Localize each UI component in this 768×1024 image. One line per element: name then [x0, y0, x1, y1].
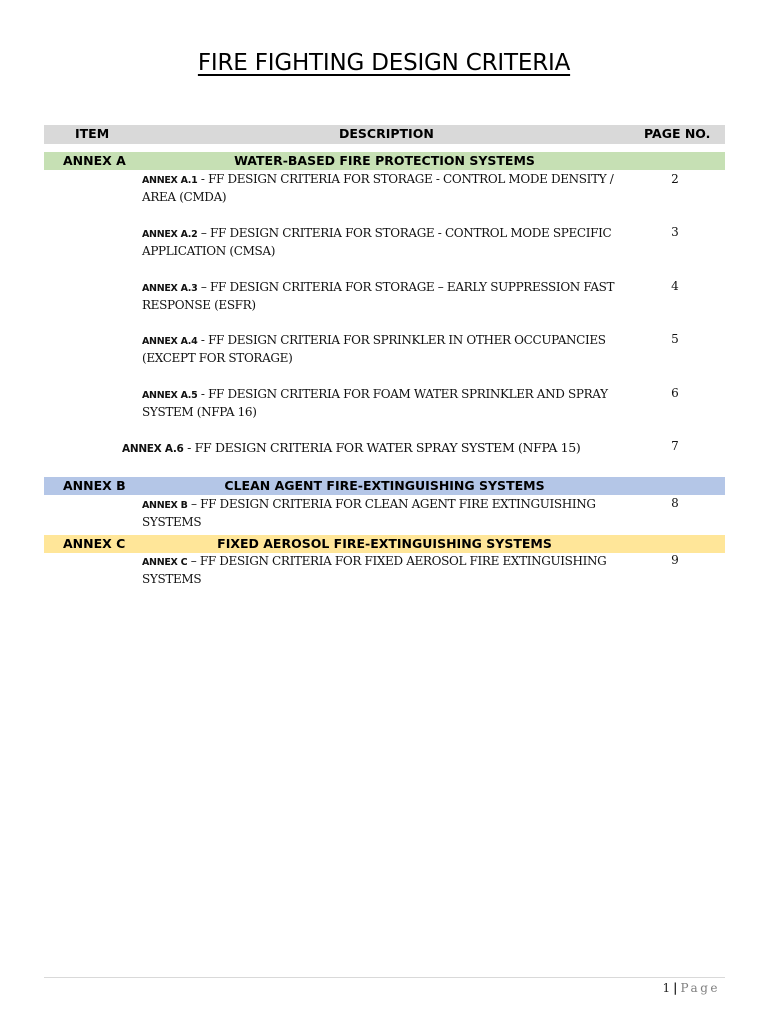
entry-separator: - [183, 440, 195, 455]
entry-separator: – [187, 554, 200, 568]
entry-text: FF DESIGN CRITERIA FOR WATER SPRAY SYSTEM (NFPA 15) [194, 440, 581, 455]
entry-text: FF DESIGN CRITERIA FOR SPRINKLER IN OTHER OCCUPANCIES (EXCEPT FOR STORAGE) [142, 333, 606, 365]
entry-code: ANNEX A.5 [142, 390, 198, 401]
section-code: ANNEX B [63, 478, 126, 493]
entry-page-number: 4 [671, 279, 679, 293]
page-footer [663, 981, 721, 995]
entry-text: FF DESIGN CRITERIA FOR CLEAN AGENT FIRE EXTINGUISHING SYSTEMS [142, 497, 596, 529]
toc-entry-annex-c[interactable] [142, 553, 628, 588]
column-header-page: PAGE NO. [644, 126, 711, 141]
entry-page-number: 5 [671, 332, 679, 346]
section-row-annex-c [44, 535, 725, 553]
entry-text: FF DESIGN CRITERIA FOR STORAGE – EARLY SUPPRESSION FAST RESPONSE (ESFR) [142, 280, 615, 312]
toc-entry-annex-a6[interactable] [122, 439, 642, 458]
column-header-description: DESCRIPTION [339, 126, 434, 141]
entry-separator: – [187, 497, 201, 511]
entry-separator: – [197, 226, 211, 240]
toc-entry-annex-b[interactable] [142, 496, 628, 531]
entry-code: ANNEX C [142, 557, 188, 568]
footer-page-number: 1 [662, 981, 671, 995]
entry-code: ANNEX A.1 [142, 175, 198, 186]
toc-entry-annex-a3[interactable] [142, 279, 628, 314]
section-row-annex-a [44, 152, 725, 170]
entry-code: ANNEX A.4 [142, 336, 198, 347]
entry-code: ANNEX A.6 [122, 443, 184, 455]
section-title: WATER-BASED FIRE PROTECTION SYSTEMS [234, 153, 535, 168]
section-row-annex-b [44, 477, 725, 495]
entry-separator: - [197, 333, 209, 347]
section-code: ANNEX C [63, 536, 126, 551]
toc-entry-annex-a5[interactable] [142, 386, 628, 421]
entry-text: FF DESIGN CRITERIA FOR FOAM WATER SPRINKLER AND SPRAY SYSTEM (NFPA 16) [142, 387, 608, 419]
entry-page-number: 6 [671, 386, 679, 400]
column-header-item: ITEM [75, 126, 110, 141]
entry-page-number: 2 [671, 172, 679, 186]
entry-text: FF DESIGN CRITERIA FOR FIXED AEROSOL FIRE EXTINGUISHING SYSTEMS [142, 554, 607, 586]
entry-page-number: 7 [671, 439, 679, 453]
entry-separator: - [197, 172, 209, 186]
document-title: FIRE FIGHTING DESIGN CRITERIA [197, 50, 571, 76]
table-header-row [44, 125, 725, 144]
entry-separator: – [197, 280, 211, 294]
toc-entry-annex-a1[interactable] [142, 171, 628, 206]
entry-text: FF DESIGN CRITERIA FOR STORAGE - CONTROL MODE DENSITY / AREA (CMDA) [142, 172, 614, 204]
section-title: CLEAN AGENT FIRE-EXTINGUISHING SYSTEMS [224, 478, 545, 493]
entry-code: ANNEX A.3 [142, 283, 198, 294]
footer-page-word: Page [680, 981, 720, 995]
entry-code: ANNEX A.2 [142, 229, 198, 240]
footer-divider [44, 977, 725, 978]
entry-page-number: 3 [671, 225, 679, 239]
entry-text: FF DESIGN CRITERIA FOR STORAGE - CONTROL MODE SPECIFIC APPLICATION (CMSA) [142, 226, 612, 258]
entry-page-number: 9 [671, 553, 679, 567]
toc-entry-annex-a4[interactable] [142, 332, 628, 367]
toc-entry-annex-a2[interactable] [142, 225, 628, 260]
section-code: ANNEX A [63, 153, 126, 168]
entry-page-number: 8 [671, 496, 679, 510]
section-title: FIXED AEROSOL FIRE-EXTINGUISHING SYSTEMS [217, 536, 552, 551]
entry-code: ANNEX B [142, 500, 188, 511]
entry-separator: - [197, 387, 209, 401]
footer-separator: | [673, 981, 678, 995]
